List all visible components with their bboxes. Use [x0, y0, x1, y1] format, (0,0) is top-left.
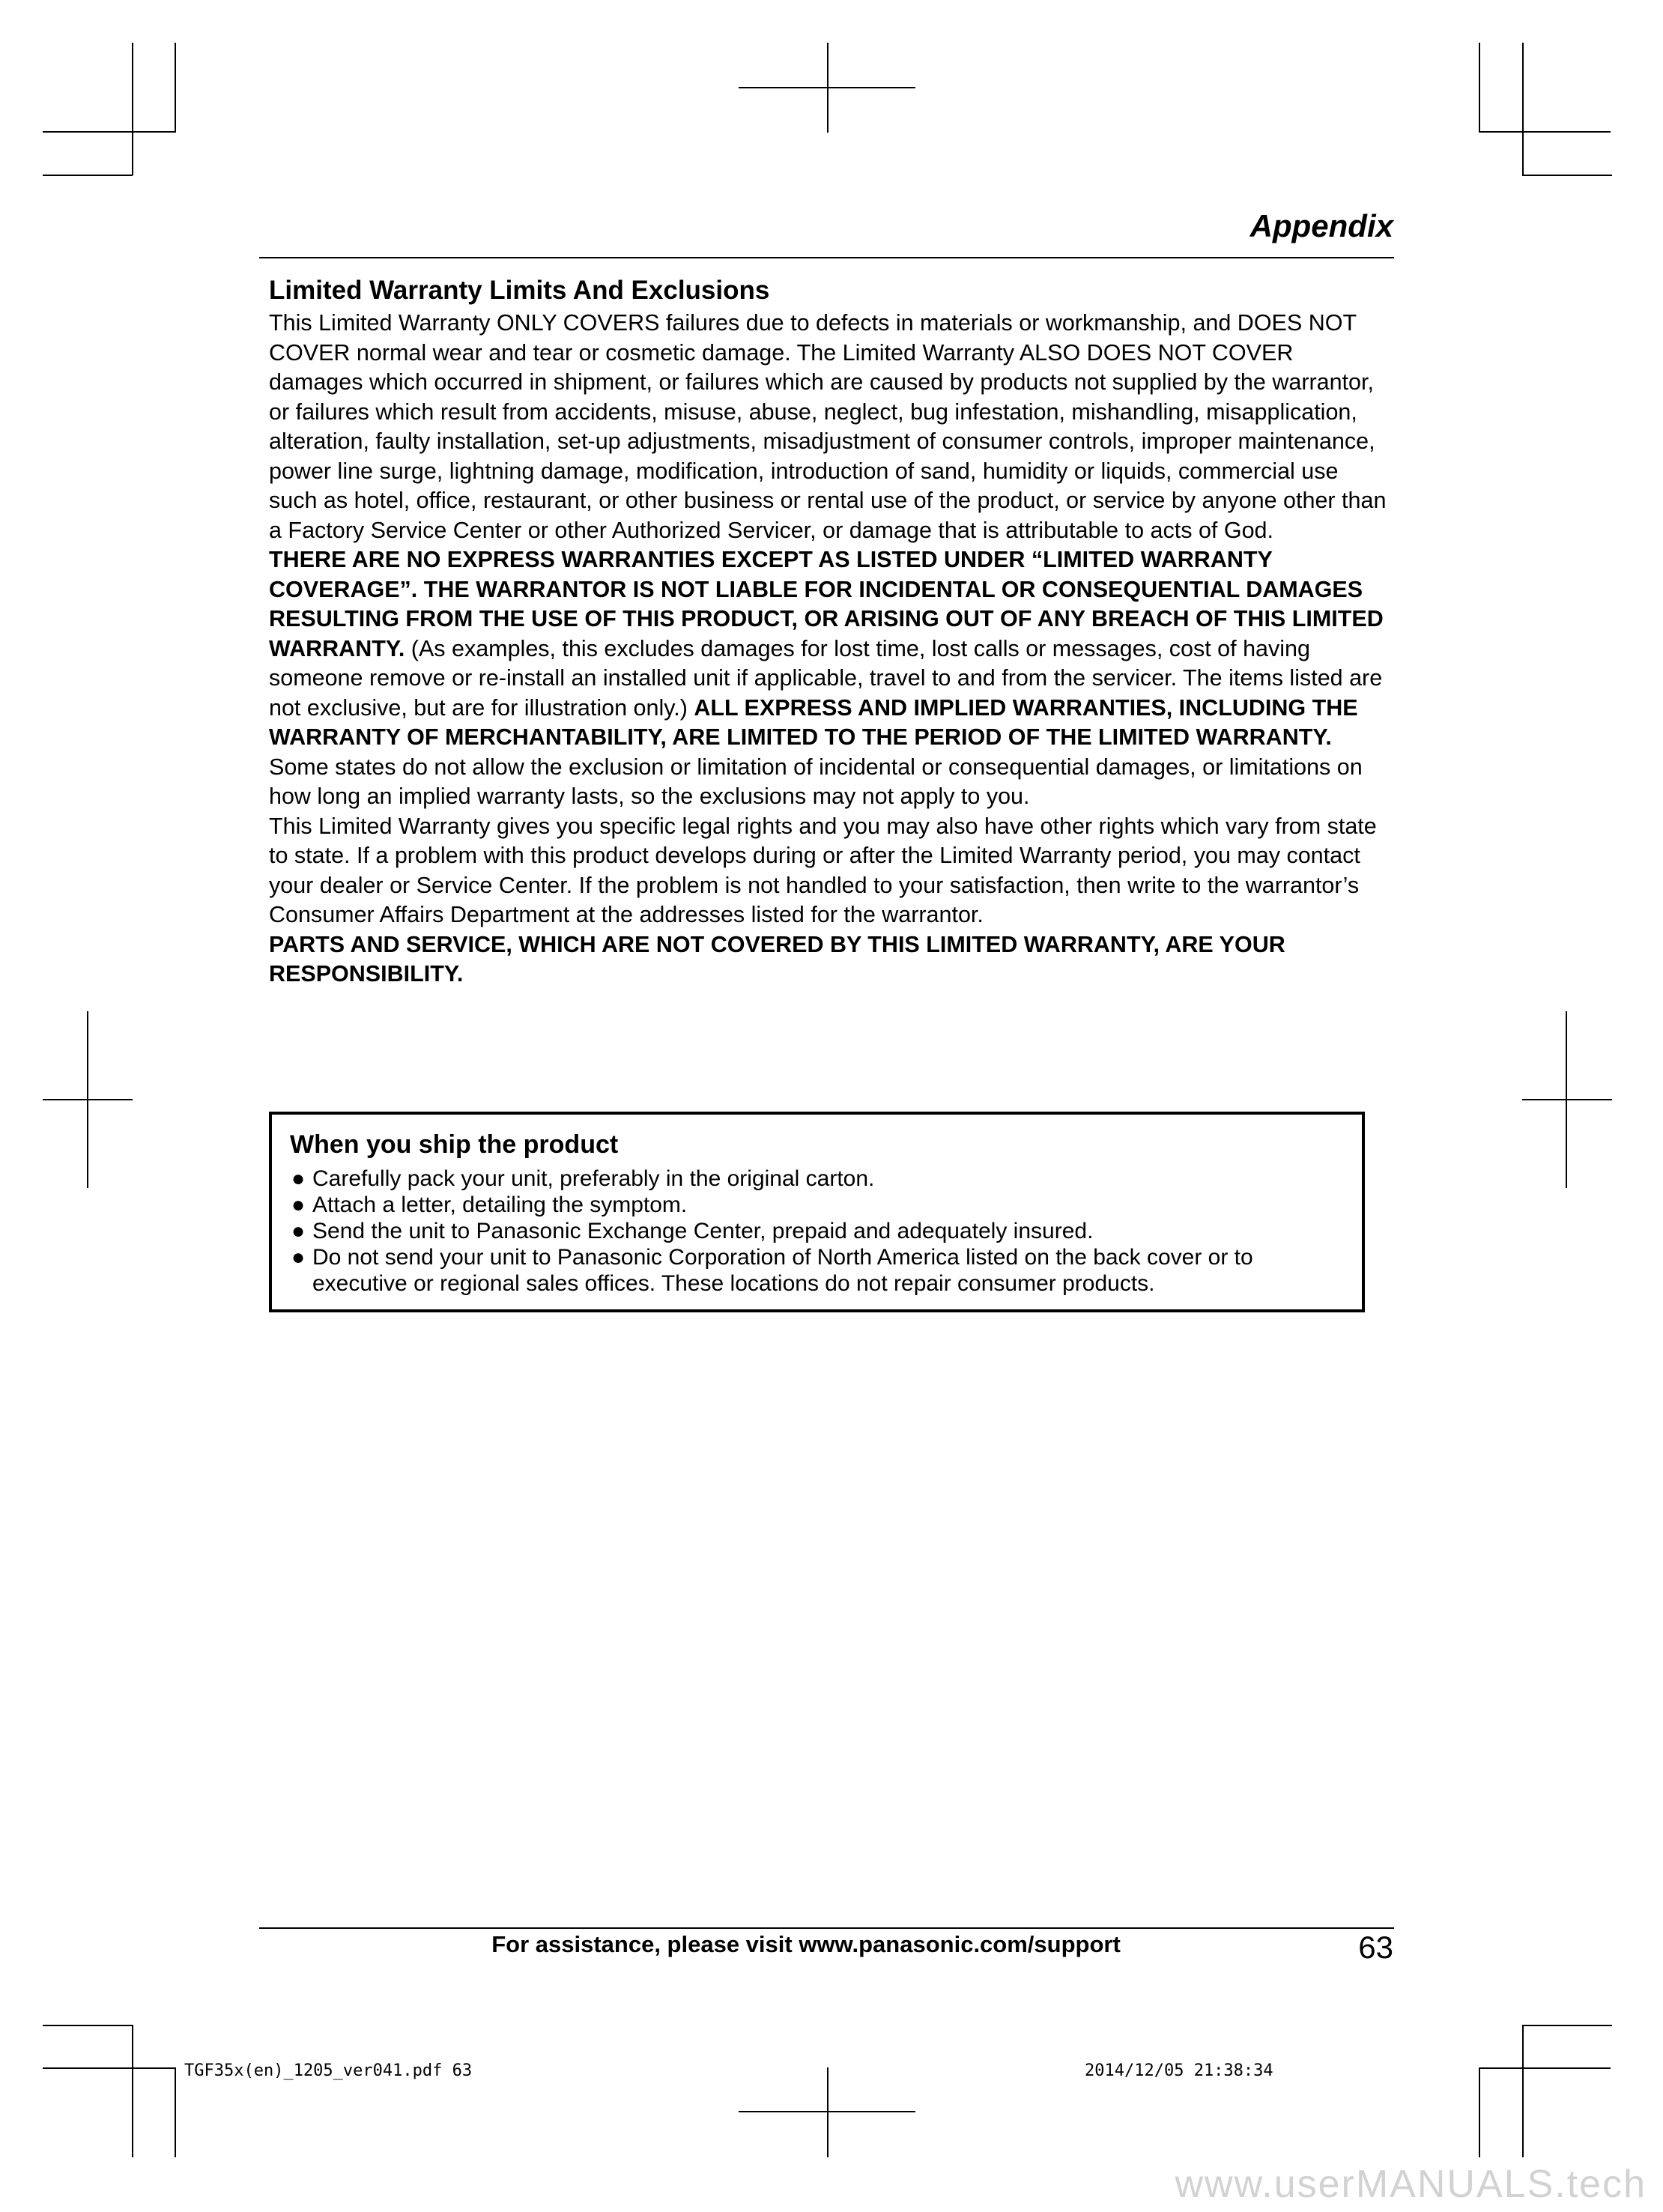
bullet-icon: ● [291, 1219, 306, 1243]
header-rule [259, 257, 1394, 258]
crop-mark [43, 2025, 133, 2026]
list-item-text: Carefully pack your unit, preferably in the original carton. [312, 1166, 875, 1191]
assistance-text: For assistance, please visit www.panasonic.com/support [491, 1931, 1121, 1957]
page-number: 63 [1358, 1930, 1393, 1965]
crop-mark [1479, 2067, 1480, 2157]
watermark: www.userMANUALS.tech [1175, 2163, 1647, 2206]
implied-warranties-text: ALL EXPRESS AND IMPLIED WARRANTIES, INCLUDING THE WARRANTY OF MERCHANTABILITY, ARE LIMITED TO THE PERIOD OF THE LIMITED WARRANTY. [269, 694, 1358, 750]
exclusions-paragraph: This Limited Warranty ONLY COVERS failures due to defects in materials or workmanship, and DOES NOT COVER normal wear and tear or cosmetic damage. The Limited Warranty ALSO DOES NOT COVER damages which occurred in shipment, or failures which are caused by products not supplied by the warrantor, or failures which result from accidents, misuse, abuse, neglect, bug infestation, mishandling, misapplication, alteration, faulty installation, set-up adjustments, misadjustment of consumer controls, improper maintenance, power line surge, lightning damage, modification, introduction of sand, humidity or liquids, commercial use such as hotel, office, restaurant, or other business or rental use of the product, or service by anyone other than a Factory Service Center or other Authorized Servicer, or damage that is attributable to acts of God. [269, 310, 1387, 543]
list-item-text: Do not send your unit to Panasonic Corporation of North America listed on the back cover or to executive or regional sales offices. These locations do not repair consumer products. [312, 1245, 1253, 1296]
ship-product-box [269, 1112, 1365, 1312]
no-express-warranties-text: THERE ARE NO EXPRESS WARRANTIES EXCEPT AS LISTED UNDER “LIMITED WARRANTY COVERAGE”. THE WARRANTOR IS NOT LIABLE FOR INCIDENTAL OR CONSEQUENTIAL DAMAGES RESULTING FROM THE USE OF THIS PRODUCT, OR ARISING OUT OF ANY BREACH OF THIS LIMITED WARRANTY. [269, 547, 1384, 661]
list-item [290, 1218, 1344, 1244]
print-timestamp: 2014/12/05 21:38:34 [1085, 2061, 1273, 2080]
list-item [290, 1244, 1344, 1297]
crop-mark [739, 87, 915, 88]
crop-mark [739, 2111, 915, 2112]
crop-mark [175, 2067, 176, 2157]
crop-mark [1522, 43, 1524, 175]
list-item [290, 1192, 1344, 1218]
footer-rule [259, 1927, 1394, 1929]
crop-mark [1522, 2025, 1524, 2157]
crop-mark [1522, 2025, 1612, 2026]
list-item [290, 1166, 1344, 1192]
crop-mark [43, 2067, 175, 2069]
warranty-section [269, 276, 1393, 990]
warranty-heading: Limited Warranty Limits And Exclusions [269, 276, 770, 305]
crop-mark [827, 2067, 829, 2157]
crop-mark [43, 1099, 133, 1100]
print-filename: TGF35x(en)_1205_ver041.pdf 63 [184, 2061, 473, 2080]
disclaimer-paragraph [269, 545, 1393, 753]
section-title: Appendix [1249, 208, 1393, 243]
crop-mark [132, 43, 133, 175]
state-limitations-paragraph: Some states do not allow the exclusion or limitation of incidental or consequential damages, or limitations on how long an implied warranty lasts, so the exclusions may not apply to you. [269, 754, 1363, 809]
crop-mark [43, 131, 175, 133]
ship-title: When you ship the product [290, 1130, 619, 1159]
legal-rights-paragraph: This Limited Warranty gives you specific legal rights and you may also have other rights which vary from state to state. If a problem with this product develops during or after the Limited Warranty period, you may contact your dealer or Service Center. If the problem is not handled to your satisfaction, then write to the warrantor’s Consumer Affairs Department at the addresses listed for the warrantor. [269, 813, 1377, 927]
list-item-text: Attach a letter, detailing the symptom. [312, 1193, 688, 1217]
crop-mark [1479, 131, 1611, 133]
crop-mark [132, 2025, 133, 2157]
bullet-icon: ● [291, 1166, 306, 1191]
crop-mark [1522, 1099, 1612, 1100]
crop-mark [1479, 2067, 1611, 2069]
examples-text: (As examples, this excludes damages for lost time, lost calls or messages, cost of having someone remove or re-install an installed unit if applicable, travel to and from the servicer. The items listed are not exclusive, but are for illustration only.) [269, 635, 1383, 721]
parts-service-text: PARTS AND SERVICE, WHICH ARE NOT COVERED BY THIS LIMITED WARRANTY, ARE YOUR RESPONSIBILITY. [269, 931, 1285, 987]
crop-mark [1479, 43, 1480, 133]
bullet-icon: ● [291, 1245, 306, 1270]
crop-mark [43, 175, 133, 176]
list-item-text: Send the unit to Panasonic Exchange Center, prepaid and adequately insured. [312, 1219, 1094, 1243]
parts-service-paragraph [269, 930, 1393, 990]
ship-list [290, 1166, 1344, 1297]
crop-mark [1522, 175, 1612, 176]
bullet-icon: ● [291, 1193, 306, 1217]
crop-mark [175, 43, 176, 133]
